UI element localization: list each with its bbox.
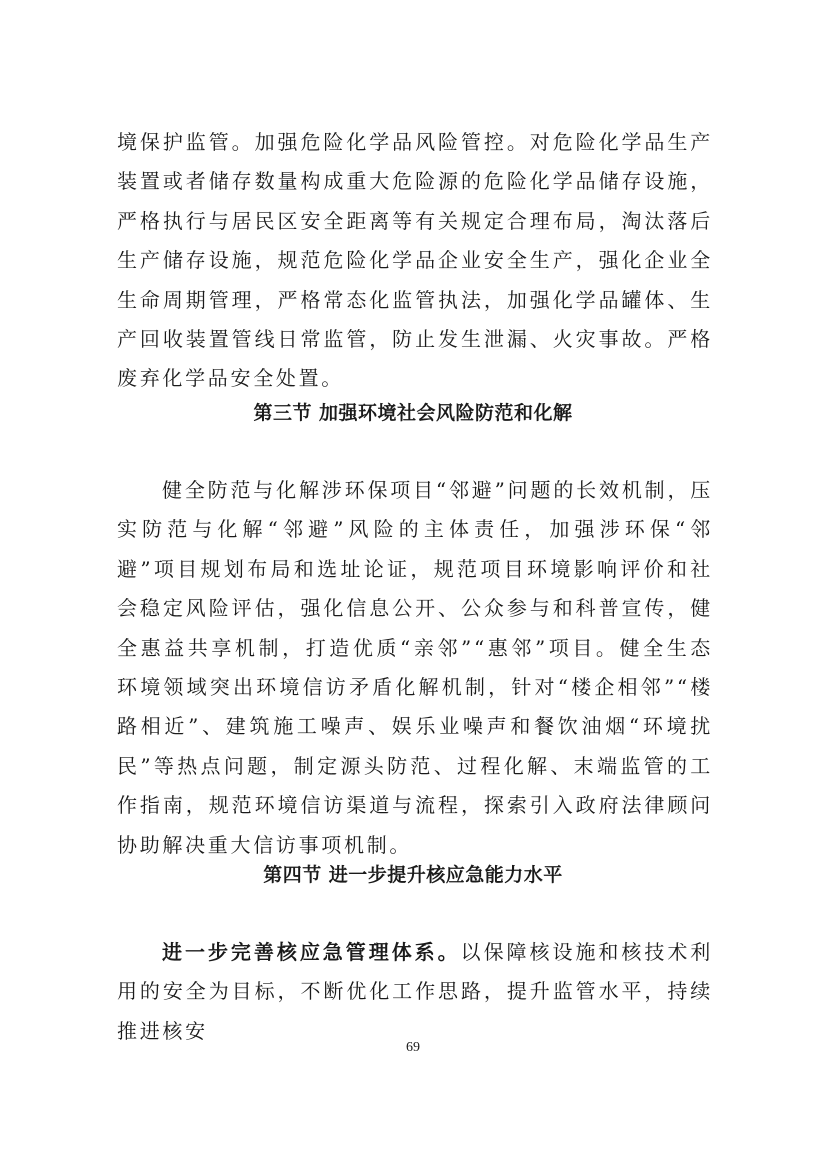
page-number: 69	[406, 1040, 420, 1055]
paragraph-body: 以保障核设施和核技术利用的安全为目标，不断优化工作思路，提升监管水平，持续推进核安	[117, 940, 713, 1043]
paragraph-nuclear-emergency	[117, 933, 713, 1051]
paragraph-hazardous-chemicals: 境保护监管。加强危险化学品风险管控。对危险化学品生产装置或者储存数量构成重大危险源的危险化学品储存设施，严格执行与居民区安全距离等有关规定合理布局，淘汰落后生产储存设施，规范危险化学品企业安全生产，强化企业全生命周期管理，严格常态化监管执法，加强化学品罐体、生产回收装置管线日常监管，防止发生泄漏、火灾事故。严格废弃化学品安全处置。	[117, 130, 713, 391]
paragraph-nimby-risk: 健全防范与化解涉环保项目“邻避”问题的长效机制，压实防范与化解“邻避”风险的主体责任，加强涉环保“邻避”项目规划布局和选址论证，规范项目环境影响评价和社会稳定风险评估，强化信息公开、公众参与和科普宣传，健全惠益共享机制，打造优质“亲邻”“惠邻”项目。健全生态环境领域突出环境信访矛盾化解机制，针对“楼企相邻”“楼路相近”、建筑施工噪声、娱乐业噪声和餐饮油烟“环境扰民”等热点问题，制定源头防范、过程化解、末端监管的工作指南，规范环境信访渠道与流程，探索引入政府法律顾问协助解决重大信访事项机制。	[117, 478, 713, 857]
section-heading-3: 第三节 加强环境社会风险防范和化解	[253, 402, 573, 424]
section-heading-4: 第四节 进一步提升核应急能力水平	[263, 864, 563, 886]
paragraph-lead-bold: 进一步完善核应急管理体系。	[162, 940, 461, 964]
